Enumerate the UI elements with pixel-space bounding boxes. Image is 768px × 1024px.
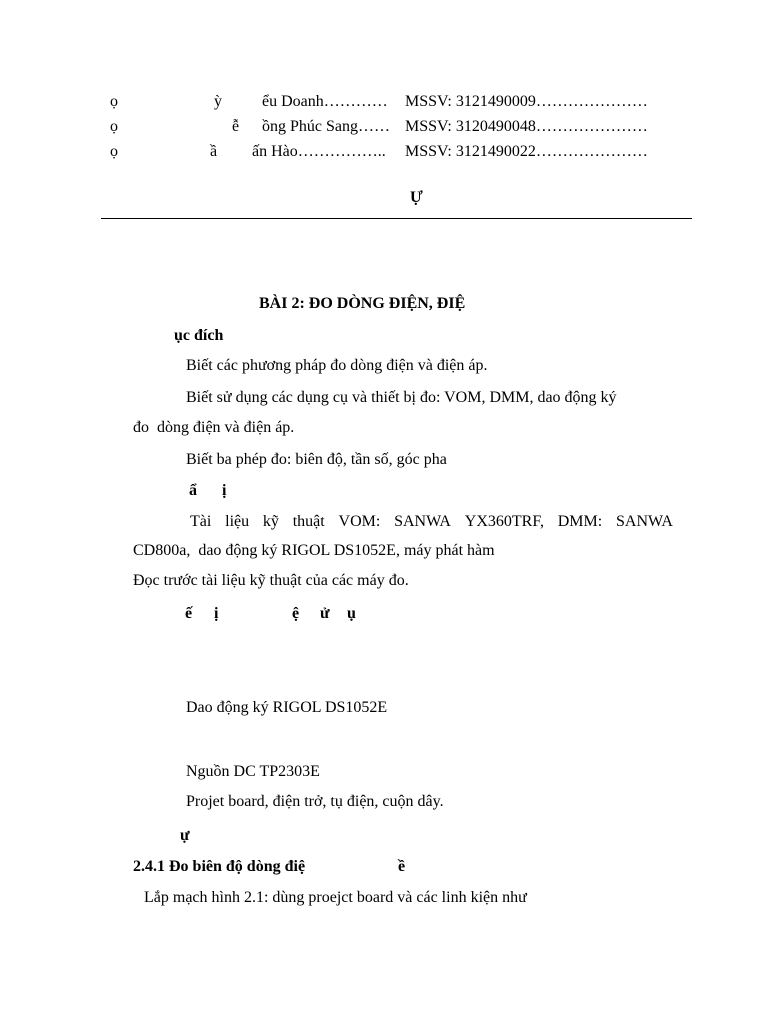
purpose-item: Biết sử dụng các dụng cụ và thiết bị đo: VOM, DMM, dao động ký (186, 389, 617, 406)
lab-title: BÀI 2: ĐO DÒNG ĐIỆN, ĐIỆ (259, 295, 466, 312)
prep-word: DMM: (557, 513, 603, 530)
member-mssv: MSSV: 3121490022………………… (405, 143, 648, 160)
prep-word: YX360TRF, (464, 513, 544, 530)
member-bullet: ọ (110, 93, 118, 110)
member-name-fragment: ỳ (214, 93, 222, 110)
equipment-item: Projet board, điện trở, tụ điện, cuộn dây. (186, 793, 444, 810)
equipment-heading-fragment: ụ (347, 605, 356, 622)
equipment-heading-fragment: ế (185, 605, 193, 622)
purpose-heading: ục đích (174, 327, 224, 344)
section-title: 2.4.1 Đo biên độ dòng điệ (133, 858, 306, 875)
procedure-heading: ự (180, 827, 190, 844)
equipment-heading-fragment: ử (320, 605, 330, 622)
equipment-heading-fragment: ị (214, 605, 219, 622)
purpose-item: Biết ba phép đo: biên độ, tần số, góc pha (186, 451, 447, 468)
equipment-item: Nguồn DC TP2303E (186, 763, 320, 780)
prep-heading-fragment: ị (222, 482, 227, 499)
prep-word: liệu (225, 513, 250, 530)
member-mssv: MSSV: 3121490009………………… (405, 93, 648, 110)
member-bullet: ọ (110, 118, 118, 135)
prep-word: Tài (190, 513, 212, 530)
prep-line: CD800a, dao động ký RIGOL DS1052E, máy phát hàm (133, 542, 495, 559)
member-name-fragment: ầ (210, 143, 218, 160)
member-name-fragment: ễ (232, 118, 240, 135)
prep-word: SANWA (394, 513, 451, 530)
member-mssv: MSSV: 3120490048………………… (405, 118, 648, 135)
member-bullet: ọ (110, 143, 118, 160)
prep-line-justified (190, 512, 673, 532)
prep-line: Đọc trước tài liệu kỹ thuật của các máy đo. (133, 572, 409, 589)
prep-word: thuật (292, 513, 325, 530)
member-name: ồng Phúc Sang…… (262, 118, 390, 135)
prep-heading-fragment: ẩ (189, 482, 197, 499)
divider-line (101, 218, 692, 219)
member-name: ấn Hào…………….. (252, 143, 386, 160)
purpose-item-continuation: đo dòng điện và điện áp. (133, 419, 295, 436)
purpose-item: Biết các phương pháp đo dòng điện và điện áp. (186, 357, 488, 374)
prep-word: VOM: (338, 513, 381, 530)
section-title-fragment: ề (398, 858, 406, 875)
equipment-heading-fragment: ệ (292, 605, 300, 622)
member-name: ểu Doanh………… (262, 93, 388, 110)
prep-word: kỹ (262, 513, 279, 530)
equipment-item: Dao động ký RIGOL DS1052E (186, 699, 388, 716)
prep-word: SANWA (616, 513, 673, 530)
header-mark: Ự (410, 189, 423, 206)
procedure-text: Lắp mạch hình 2.1: dùng proejct board và các linh kiện như (144, 889, 527, 906)
